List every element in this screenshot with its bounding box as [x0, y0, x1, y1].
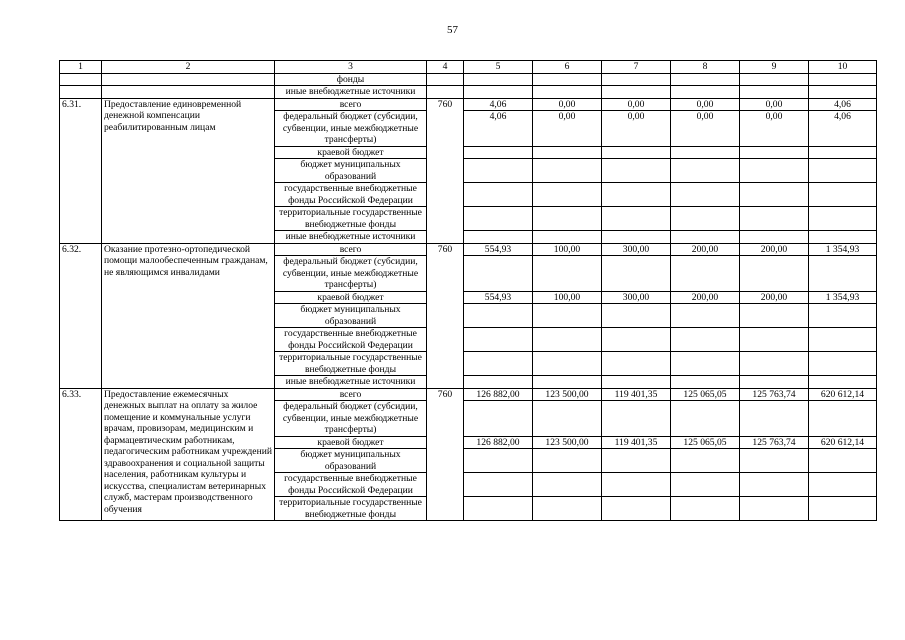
value-cell	[671, 376, 740, 389]
value-cell: 0,00	[740, 111, 809, 147]
value-cell	[740, 159, 809, 183]
value-cell	[809, 497, 877, 521]
value-cell: 1 354,93	[809, 243, 877, 256]
table-row	[60, 98, 877, 111]
value-cell	[533, 497, 602, 521]
source-cell: всего	[275, 388, 427, 401]
value-cell	[533, 449, 602, 473]
value-cell	[740, 183, 809, 207]
value-cell: 620 612,14	[809, 388, 877, 401]
value-cell	[464, 304, 533, 328]
value-cell: 200,00	[740, 291, 809, 304]
value-cell: 1 354,93	[809, 291, 877, 304]
value-cell	[671, 73, 740, 86]
value-cell: 200,00	[671, 243, 740, 256]
item-title: Оказание протезно-ортопедической помощи малообеспеченным гражданам, не являющимся инвалидами	[102, 243, 275, 388]
value-cell	[464, 183, 533, 207]
value-cell	[671, 146, 740, 159]
value-cell	[671, 473, 740, 497]
source-cell: краевой бюджет	[275, 146, 427, 159]
value-cell	[671, 328, 740, 352]
header-cell: 3	[275, 61, 427, 74]
value-cell	[602, 473, 671, 497]
value-cell	[602, 146, 671, 159]
header-row	[60, 61, 877, 74]
value-cell	[809, 73, 877, 86]
empty-cell	[102, 73, 275, 86]
item-number: 6.33.	[60, 388, 102, 521]
source-cell: территориальные государственные внебюджетные фонды	[275, 352, 427, 376]
source-cell: федеральный бюджет (субсидии, субвенции, иные межбюджетные трансферты)	[275, 401, 427, 437]
value-cell	[740, 256, 809, 292]
value-cell	[533, 73, 602, 86]
value-cell	[671, 497, 740, 521]
item-code: 760	[427, 98, 464, 243]
value-cell	[464, 328, 533, 352]
value-cell	[740, 328, 809, 352]
value-cell	[533, 231, 602, 244]
item-number: 6.31.	[60, 98, 102, 243]
source-cell: государственные внебюджетные фонды Российской Федерации	[275, 183, 427, 207]
value-cell: 0,00	[533, 111, 602, 147]
value-cell: 119 401,35	[602, 436, 671, 449]
source-cell: всего	[275, 243, 427, 256]
value-cell: 200,00	[740, 243, 809, 256]
value-cell	[533, 207, 602, 231]
value-cell	[602, 449, 671, 473]
value-cell	[809, 231, 877, 244]
value-cell	[464, 231, 533, 244]
value-cell	[464, 207, 533, 231]
value-cell	[464, 73, 533, 86]
header-cell: 7	[602, 61, 671, 74]
value-cell: 620 612,14	[809, 436, 877, 449]
value-cell	[602, 304, 671, 328]
item-title: Предоставление ежемесячных денежных выплат на оплату за жилое помещение и коммунальные услуги врачам, провизорам, медицинским и фармацевтическим работникам, педагогическим работникам учреждений здравоохранения и социальной защиты населения, работникам культуры и искусства, специалистам ветеринарных служб, мастерам производственного обучения	[102, 388, 275, 521]
value-cell	[671, 159, 740, 183]
source-cell: фонды	[275, 73, 427, 86]
value-cell	[671, 449, 740, 473]
table-body	[60, 61, 877, 521]
value-cell	[740, 401, 809, 437]
value-cell	[602, 497, 671, 521]
value-cell	[740, 304, 809, 328]
value-cell	[740, 231, 809, 244]
value-cell	[602, 401, 671, 437]
value-cell: 123 500,00	[533, 436, 602, 449]
header-cell: 6	[533, 61, 602, 74]
source-cell: территориальные государственные внебюджетные фонды	[275, 497, 427, 521]
source-cell: краевой бюджет	[275, 436, 427, 449]
source-cell: бюджет муниципальных образований	[275, 159, 427, 183]
header-cell: 10	[809, 61, 877, 74]
header-cell: 8	[671, 61, 740, 74]
value-cell	[671, 183, 740, 207]
item-code: 760	[427, 388, 464, 521]
value-cell: 0,00	[602, 98, 671, 111]
empty-cell	[427, 86, 464, 99]
value-cell: 0,00	[671, 111, 740, 147]
value-cell	[809, 304, 877, 328]
value-cell: 125 065,05	[671, 388, 740, 401]
source-cell: федеральный бюджет (субсидии, субвенции, иные межбюджетные трансферты)	[275, 256, 427, 292]
value-cell	[464, 497, 533, 521]
value-cell	[602, 86, 671, 99]
value-cell: 125 065,05	[671, 436, 740, 449]
value-cell: 554,93	[464, 291, 533, 304]
value-cell: 0,00	[740, 98, 809, 111]
value-cell	[602, 207, 671, 231]
source-cell: федеральный бюджет (субсидии, субвенции, иные межбюджетные трансферты)	[275, 111, 427, 147]
value-cell: 100,00	[533, 243, 602, 256]
value-cell	[533, 473, 602, 497]
source-cell: территориальные государственные внебюджетные фонды	[275, 207, 427, 231]
value-cell	[809, 376, 877, 389]
value-cell	[533, 256, 602, 292]
value-cell	[671, 86, 740, 99]
value-cell	[740, 352, 809, 376]
value-cell: 0,00	[602, 111, 671, 147]
header-cell: 4	[427, 61, 464, 74]
value-cell	[533, 304, 602, 328]
source-cell: иные внебюджетные источники	[275, 376, 427, 389]
value-cell	[602, 352, 671, 376]
value-cell	[809, 449, 877, 473]
empty-cell	[427, 73, 464, 86]
continuation-row	[60, 73, 877, 86]
value-cell	[464, 401, 533, 437]
value-cell: 4,06	[464, 111, 533, 147]
value-cell	[602, 73, 671, 86]
value-cell	[533, 328, 602, 352]
table-row	[60, 243, 877, 256]
value-cell: 300,00	[602, 291, 671, 304]
value-cell	[602, 328, 671, 352]
value-cell	[464, 256, 533, 292]
value-cell	[740, 376, 809, 389]
value-cell	[533, 86, 602, 99]
budget-table	[59, 60, 877, 521]
page-number: 57	[447, 24, 458, 36]
source-cell: государственные внебюджетные фонды Российской Федерации	[275, 473, 427, 497]
value-cell	[533, 159, 602, 183]
header-cell: 2	[102, 61, 275, 74]
value-cell	[809, 401, 877, 437]
source-cell: краевой бюджет	[275, 291, 427, 304]
empty-cell	[60, 86, 102, 99]
header-cell: 9	[740, 61, 809, 74]
source-cell: иные внебюджетные источники	[275, 231, 427, 244]
value-cell	[740, 73, 809, 86]
value-cell	[671, 231, 740, 244]
value-cell: 200,00	[671, 291, 740, 304]
source-cell: всего	[275, 98, 427, 111]
value-cell: 300,00	[602, 243, 671, 256]
value-cell: 119 401,35	[602, 388, 671, 401]
value-cell: 125 763,74	[740, 388, 809, 401]
value-cell: 554,93	[464, 243, 533, 256]
empty-cell	[102, 86, 275, 99]
item-number: 6.32.	[60, 243, 102, 388]
table-row	[60, 388, 877, 401]
continuation-row	[60, 86, 877, 99]
value-cell	[740, 207, 809, 231]
value-cell	[809, 328, 877, 352]
value-cell	[671, 304, 740, 328]
value-cell: 100,00	[533, 291, 602, 304]
value-cell: 4,06	[809, 98, 877, 111]
value-cell	[533, 183, 602, 207]
value-cell	[602, 231, 671, 244]
value-cell	[533, 376, 602, 389]
value-cell	[671, 256, 740, 292]
value-cell	[464, 352, 533, 376]
value-cell: 4,06	[464, 98, 533, 111]
value-cell: 123 500,00	[533, 388, 602, 401]
value-cell	[809, 159, 877, 183]
value-cell	[464, 473, 533, 497]
empty-cell	[60, 73, 102, 86]
source-cell: бюджет муниципальных образований	[275, 304, 427, 328]
value-cell	[740, 497, 809, 521]
source-cell: бюджет муниципальных образований	[275, 449, 427, 473]
header-cell: 5	[464, 61, 533, 74]
value-cell	[602, 256, 671, 292]
value-cell: 125 763,74	[740, 436, 809, 449]
value-cell	[533, 401, 602, 437]
value-cell	[464, 146, 533, 159]
value-cell: 0,00	[533, 98, 602, 111]
item-code: 760	[427, 243, 464, 388]
value-cell	[809, 183, 877, 207]
value-cell: 126 882,00	[464, 436, 533, 449]
value-cell	[602, 376, 671, 389]
value-cell	[809, 352, 877, 376]
value-cell	[740, 86, 809, 99]
value-cell: 126 882,00	[464, 388, 533, 401]
header-cell: 1	[60, 61, 102, 74]
value-cell	[809, 207, 877, 231]
value-cell	[809, 86, 877, 99]
value-cell	[740, 449, 809, 473]
source-cell: иные внебюджетные источники	[275, 86, 427, 99]
value-cell	[809, 256, 877, 292]
value-cell	[740, 473, 809, 497]
value-cell	[602, 159, 671, 183]
value-cell	[464, 376, 533, 389]
value-cell	[671, 401, 740, 437]
value-cell	[602, 183, 671, 207]
value-cell	[809, 146, 877, 159]
value-cell	[464, 86, 533, 99]
source-cell: государственные внебюджетные фонды Российской Федерации	[275, 328, 427, 352]
value-cell: 4,06	[809, 111, 877, 147]
value-cell	[671, 352, 740, 376]
value-cell	[671, 207, 740, 231]
item-title: Предоставление единовременной денежной компенсации реабилитированным лицам	[102, 98, 275, 243]
value-cell	[740, 146, 809, 159]
value-cell: 0,00	[671, 98, 740, 111]
value-cell	[533, 146, 602, 159]
value-cell	[533, 352, 602, 376]
value-cell	[464, 159, 533, 183]
value-cell	[464, 449, 533, 473]
value-cell	[809, 473, 877, 497]
